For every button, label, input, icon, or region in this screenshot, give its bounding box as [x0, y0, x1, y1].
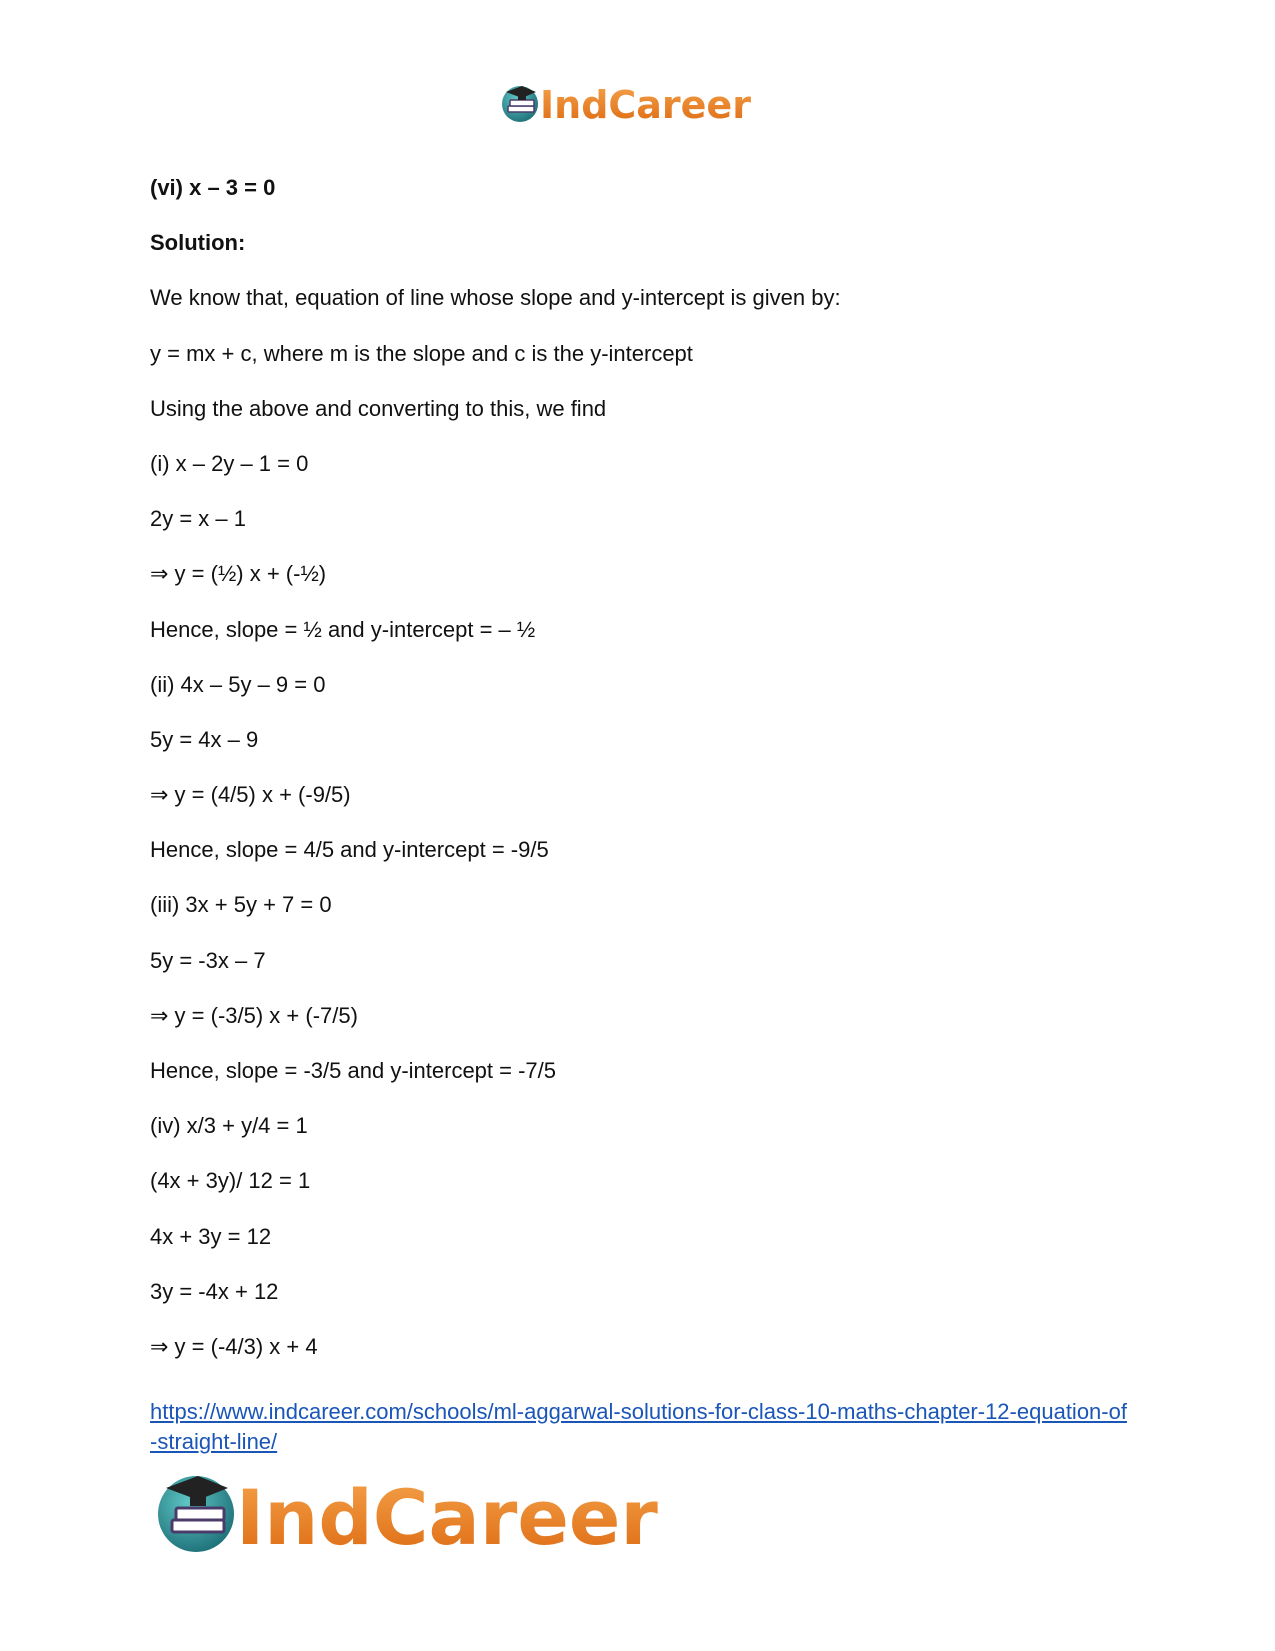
text-line: y = mx + c, where m is the slope and c is the y-intercept	[150, 340, 693, 366]
text-line: (iv) x/3 + y/4 = 1	[150, 1113, 308, 1139]
text-line: 4x + 3y = 12	[150, 1223, 272, 1249]
text-line: Hence, slope = 4/5 and y-intercept = -9/5	[150, 837, 549, 863]
indcareer-footer-logo-icon	[158, 1468, 698, 1558]
text-line: ⇒ y = (-3/5) x + (-7/5)	[150, 1002, 358, 1028]
svg-text:IndCareer: IndCareer	[236, 1473, 658, 1558]
text-line: 5y = -3x – 7	[150, 947, 266, 973]
text-line: (iii) 3x + 5y + 7 = 0	[150, 892, 332, 918]
header-logo	[500, 76, 780, 132]
text-line: ⇒ y = (-4/3) x + 4	[150, 1333, 318, 1359]
text-line: (i) x – 2y – 1 = 0	[150, 450, 309, 476]
text-line: Hence, slope = ½ and y-intercept = – ½	[150, 616, 536, 642]
text-line: ⇒ y = (½) x + (-½)	[150, 561, 327, 587]
svg-text:IndCareer: IndCareer	[540, 83, 751, 127]
text-line: Using the above and converting to this, we find	[150, 395, 607, 421]
text-line: (ii) 4x – 5y – 9 = 0	[150, 671, 326, 697]
indcareer-logo-icon	[500, 76, 780, 132]
footer-logo	[158, 1468, 698, 1558]
heading-line: (vi) x – 3 = 0	[150, 175, 276, 200]
text-line: 2y = x – 1	[150, 506, 247, 532]
text-line: We know that, equation of line whose slope and y-intercept is given by:	[150, 285, 841, 311]
source-link[interactable]: https://www.indcareer.com/schools/ml-aggarwal-solutions-for-class-10-maths-chapter-12-equation-of-straight-line/	[150, 1399, 1127, 1454]
text-line: 3y = -4x + 12	[150, 1278, 279, 1304]
text-line: 5y = 4x – 9	[150, 726, 259, 752]
heading-line: Solution:	[150, 230, 246, 256]
text-line: ⇒ y = (4/5) x + (-9/5)	[150, 782, 351, 808]
text-line: Hence, slope = -3/5 and y-intercept = -7/5	[150, 1058, 557, 1083]
document-body	[150, 174, 1150, 1388]
text-line: (4x + 3y)/ 12 = 1	[150, 1168, 311, 1194]
